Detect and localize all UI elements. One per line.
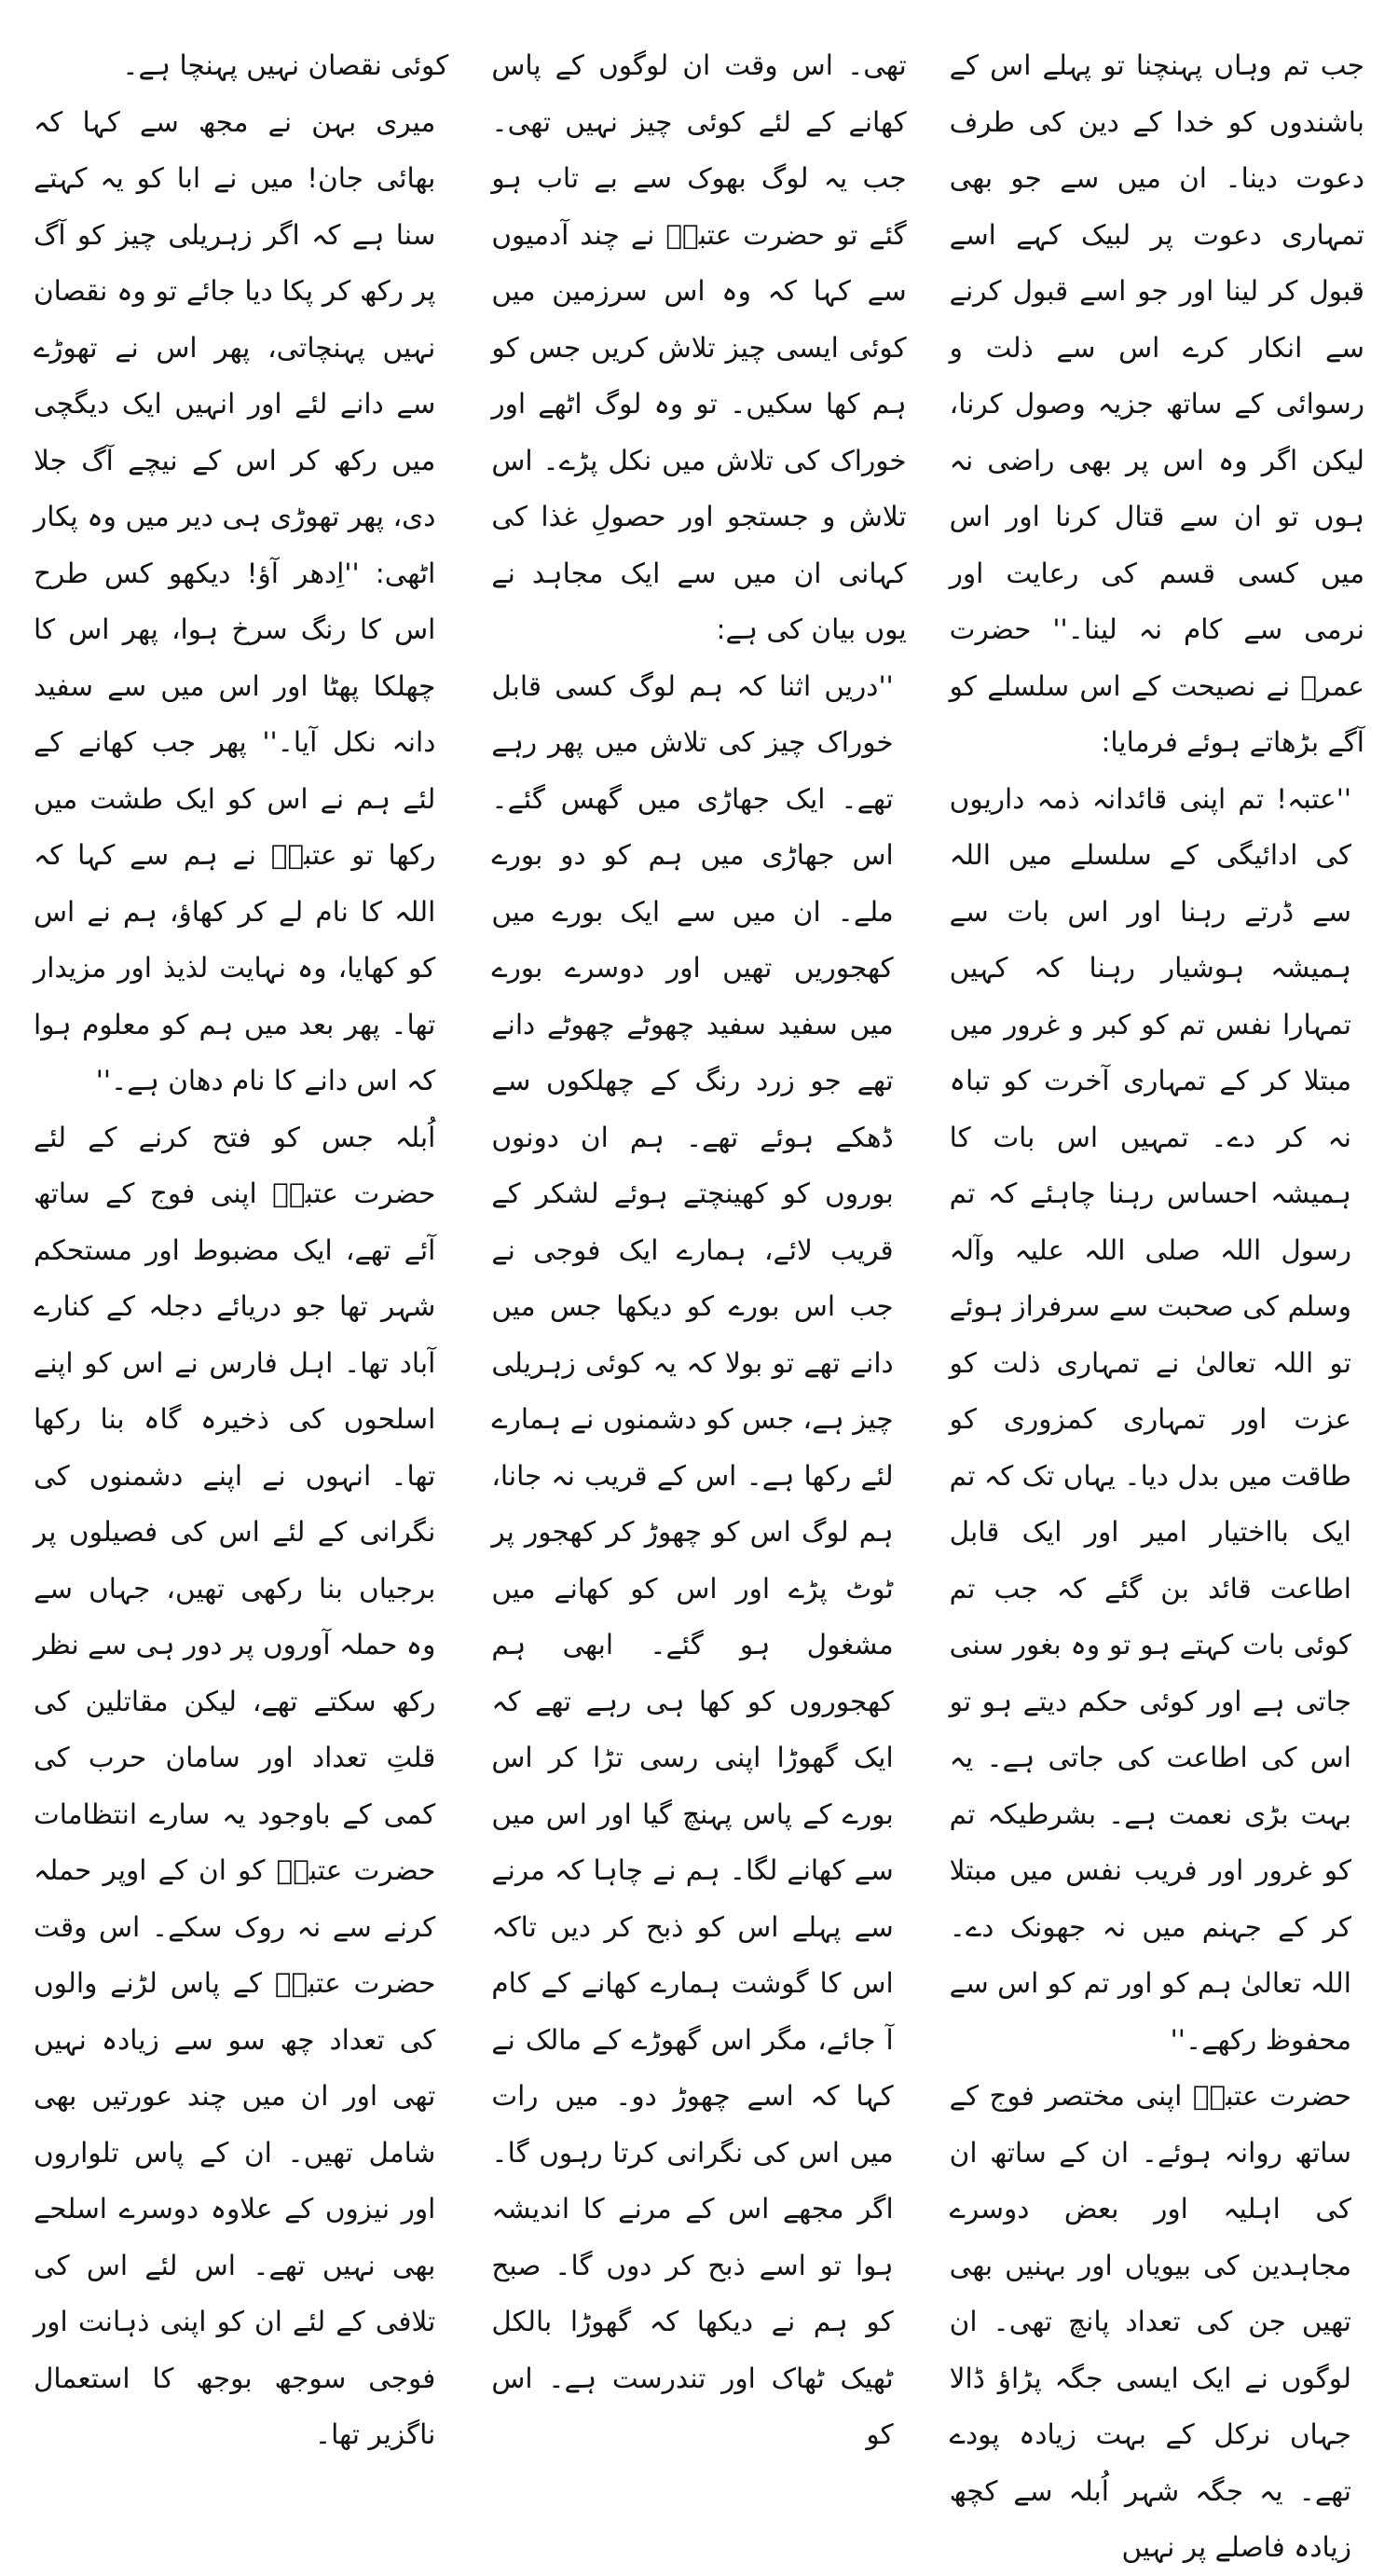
paragraph: تھی۔ اس وقت ان لوگوں کے پاس کھانے کے لئے کوئی چیز نہیں تھی۔ جب یہ لوگ بھوک سے بے تاب ہو گئے تو حضرت عتبہؓ نے چند آدمیوں سے کہا کہ وہ اس سرزمین میں کوئی ایسی چیز تلاش کریں جس کو ہم کھا سکیں۔ تو وہ لوگ اٹھے اور خوراک کی تلاش میں نکل پڑے۔ اس تلاش و جستجو اور حصولِ غذا کی کہانی ان میں سے ایک مجاہد نے یوں بیان کی ہے:	[491, 49, 907, 645]
column-left	[34, 37, 448, 2576]
paragraph: اُبلہ جس کو فتح کرنے کے لئے حضرت عتبہؓ اپنی فوج کے ساتھ آئے تھے، ایک مضبوط اور مستحکم شہر تھا جو دریائے دجلہ کے کنارے آباد تھا۔ اہل فارس نے اس کو اپنے اسلحوں کی ذخیرہ گاہ بنا رکھا تھا۔ انہوں نے اپنے دشمنوں کی نگرانی کے لئے اس کی فصیلوں پر برجیاں بنا رکھی تھیں، جہاں سے وہ حملہ آوروں پر دور ہی سے نظر رکھ سکتے تھے، لیکن مقاتلین کی قلتِ تعداد اور سامان حرب کی کمی کے باوجود یہ سارے انتظامات حضرت عتبہؓ کو ان کے اوپر حملہ کرنے سے نہ روک سکے۔ اس وقت حضرت عتبہؓ کے پاس لڑنے والوں کی تعداد چھ سو سے زیادہ نہیں تھی اور ان میں چند عورتیں بھی شامل تھیں۔ ان کے پاس تلواروں اور نیزوں کے علاوہ دوسرے اسلحے بھی نہیں تھے۔ اس لئے اس کی تلافی کے لئے ان کو اپنی ذہانت اور فوجی سوجھ بوجھ کا استعمال ناگزیر تھا۔	[34, 1121, 436, 2450]
column-right	[950, 37, 1364, 2576]
paragraph: ''دریں اثنا کہ ہم لوگ کسی قابل خوراک چیز کی تلاش میں پھر رہے تھے۔ ایک جھاڑی میں گھس گئے۔ اس جھاڑی میں ہم کو دو بورے ملے۔ ان میں سے ایک بورے میں کھجوریں تھیں اور دوسرے بورے میں سفید سفید چھوٹے چھوٹے دانے تھے جو زرد رنگ کے چھلکوں سے ڈھکے ہوئے تھے۔ ہم ان دونوں بوروں کو کھینچتے ہوئے لشکر کے قریب لائے، ہمارے ایک فوجی نے جب اس بورے کو دیکھا جس میں دانے تھے تو بولا کہ یہ کوئی زہریلی چیز ہے، جس کو دشمنوں نے ہمارے لئے رکھا ہے۔ اس کے قریب نہ جانا، ہم لوگ اس کو چھوڑ کر کھجور پر ٹوٹ پڑے اور اس کو کھانے میں مشغول ہو گئے۔ ابھی ہم کھجوروں کو کھا ہی رہے تھے کہ ایک گھوڑا اپنی رسی تڑا کر اس بورے کے پاس پہنچ گیا اور اس میں سے کھانے لگا۔ ہم نے چاہا کہ مرنے سے پہلے اس کو ذبح کر دیں تاکہ اس کا گوشت ہمارے کھانے کے کام آ جائے، مگر اس گھوڑے کے مالک نے کہا کہ اسے چھوڑ دو۔ میں رات میں اس کی نگرانی کرتا رہوں گا۔ اگر مجھے اس کے مرنے کا اندیشہ ہوا تو اسے ذبح کر دوں گا۔ صبح کو ہم نے دیکھا کہ گھوڑا بالکل ٹھیک ٹھاک اور تندرست ہے۔ اس کو	[491, 669, 894, 2450]
paragraph: جب تم وہاں پہنچنا تو پہلے اس کے باشندوں کو خدا کے دین کی طرف دعوت دینا۔ ان میں سے جو بھی تمہاری دعوت پر لبیک کہے اسے قبول کر لینا اور جو اسے قبول کرنے سے انکار کرے اس سے ذلت و رسوائی کے ساتھ جزیہ وصول کرنا، لیکن اگر وہ اس پر بھی راضی نہ ہوں تو ان سے قتال کرنا اور اس میں کسی قسم کی رعایت اور نرمی سے کام نہ لینا۔'' حضرت عمرؓ نے نصیحت کے اس سلسلے کو آگے بڑھاتے ہوئے فرمایا:	[949, 49, 1364, 758]
column-middle	[491, 37, 906, 2576]
paragraph: میری بہن نے مجھ سے کہا کہ بھائی جان! میں نے ابا کو یہ کہتے سنا ہے کہ اگر زہریلی چیز کو آگ پر رکھ کر پکا دیا جائے تو وہ نقصان نہیں پہنچاتی، پھر اس نے تھوڑے سے دانے لئے اور انہیں ایک دیگچی میں رکھ کر اس کے نیچے آگ جلا دی، پھر تھوڑی ہی دیر میں وہ پکار اٹھی: ''اِدھر آؤ! دیکھو کس طرح اس کا رنگ سرخ ہوا، پھر اس کا چھلکا پھٹا اور اس میں سے سفید دانہ نکل آیا۔'' پھر جب کھانے کے لئے ہم نے اس کو ایک طشت میں رکھا تو عتبہؓ نے ہم سے کہا کہ اللہ کا نام لے کر کھاؤ، ہم نے اس کو کھایا، وہ نہایت لذیذ اور مزیدار تھا۔ پھر بعد میں ہم کو معلوم ہوا کہ اس دانے کا نام دھان ہے۔''	[34, 105, 436, 1096]
paragraph: حضرت عتبہؓ اپنی مختصر فوج کے ساتھ روانہ ہوئے۔ ان کے ساتھ ان کی اہلیہ اور بعض دوسرے مجاہدین کی بیویاں اور بہنیں بھی تھیں جن کی تعداد پانچ تھی۔ ان لوگوں نے ایک ایسی جگہ پڑاؤ ڈالا جہاں نرکل کے بہت زیادہ پودے تھے۔ یہ جگہ شہر اُبلہ سے کچھ زیادہ فاصلے پر نہیں	[949, 2080, 1351, 2563]
text-columns	[34, 37, 1364, 2563]
paragraph: ''عتبہ! تم اپنی قائدانہ ذمہ داریوں کی ادائیگی کے سلسلے میں اللہ سے ڈرتے رہنا اور اس بات سے ہمیشہ ہوشیار رہنا کہ کہیں تمہارا نفس تم کو کبر و غرور میں مبتلا کر کے تمہاری آخرت کو تباہ نہ کر دے۔ تمہیں اس بات کا ہمیشہ احساس رہنا چاہئے کہ تم رسول اللہ صلی اللہ علیہ وآلہ وسلم کی صحبت سے سرفراز ہوئے تو اللہ تعالیٰ نے تمہاری ذلت کو عزت اور تمہاری کمزوری کو طاقت میں بدل دیا۔ یہاں تک کہ تم ایک بااختیار امیر اور ایک قابل اطاعت قائد بن گئے کہ جب تم کوئی بات کہتے ہو تو وہ بغور سنی جاتی ہے اور کوئی حکم دیتے ہو تو اس کی اطاعت کی جاتی ہے۔ یہ بہت بڑی نعمت ہے۔ بشرطیکہ تم کو غرور اور فریب نفس میں مبتلا کر کے جہنم میں نہ جھونک دے۔ اللہ تعالیٰ ہم کو اور تم کو اس سے محفوظ رکھے۔''	[949, 782, 1351, 2056]
paragraph: کوئی نقصان نہیں پہنچا ہے۔	[122, 49, 449, 81]
